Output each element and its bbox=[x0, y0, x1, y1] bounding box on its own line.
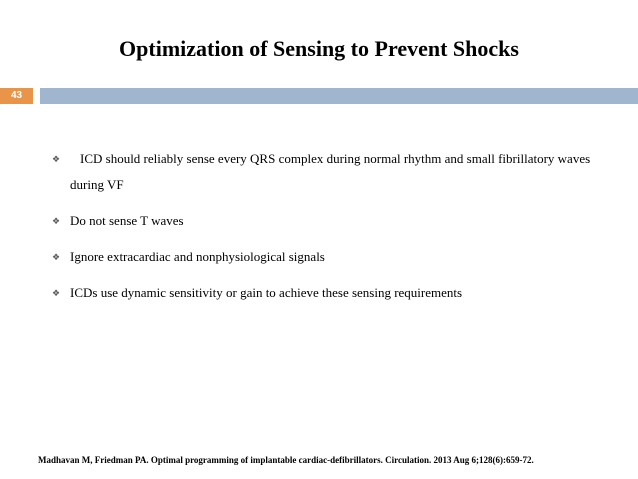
bullet-list bbox=[50, 146, 620, 316]
header-bar bbox=[40, 88, 638, 104]
bullet-text: ICDs use dynamic sensitivity or gain to achieve these sensing requirements bbox=[70, 285, 463, 300]
citation: Madhavan M, Friedman PA. Optimal programming of implantable cardiac-defibrillators. Circulation. 2013 Aug 6;128(6):659-72. bbox=[38, 455, 534, 465]
bullet-text: Ignore extracardiac and nonphysiological signals bbox=[70, 249, 325, 264]
diamond-cluster-icon: ❖ bbox=[51, 288, 61, 298]
slide-title: Optimization of Sensing to Prevent Shocks bbox=[119, 36, 519, 61]
bullet-text: Do not sense T waves bbox=[70, 213, 184, 228]
bullet-item bbox=[50, 146, 620, 198]
bullet-item bbox=[50, 208, 620, 234]
bullet-text: ICD should reliably sense every QRS complex during normal rhythm and small fibrillatory waves during VF bbox=[70, 151, 591, 192]
diamond-cluster-icon: ❖ bbox=[51, 216, 61, 226]
diamond-cluster-icon: ❖ bbox=[51, 154, 61, 164]
slide-number-badge: 43 bbox=[0, 88, 33, 104]
bullet-item bbox=[50, 280, 620, 306]
bullet-item bbox=[50, 244, 620, 270]
diamond-cluster-icon: ❖ bbox=[51, 252, 61, 262]
